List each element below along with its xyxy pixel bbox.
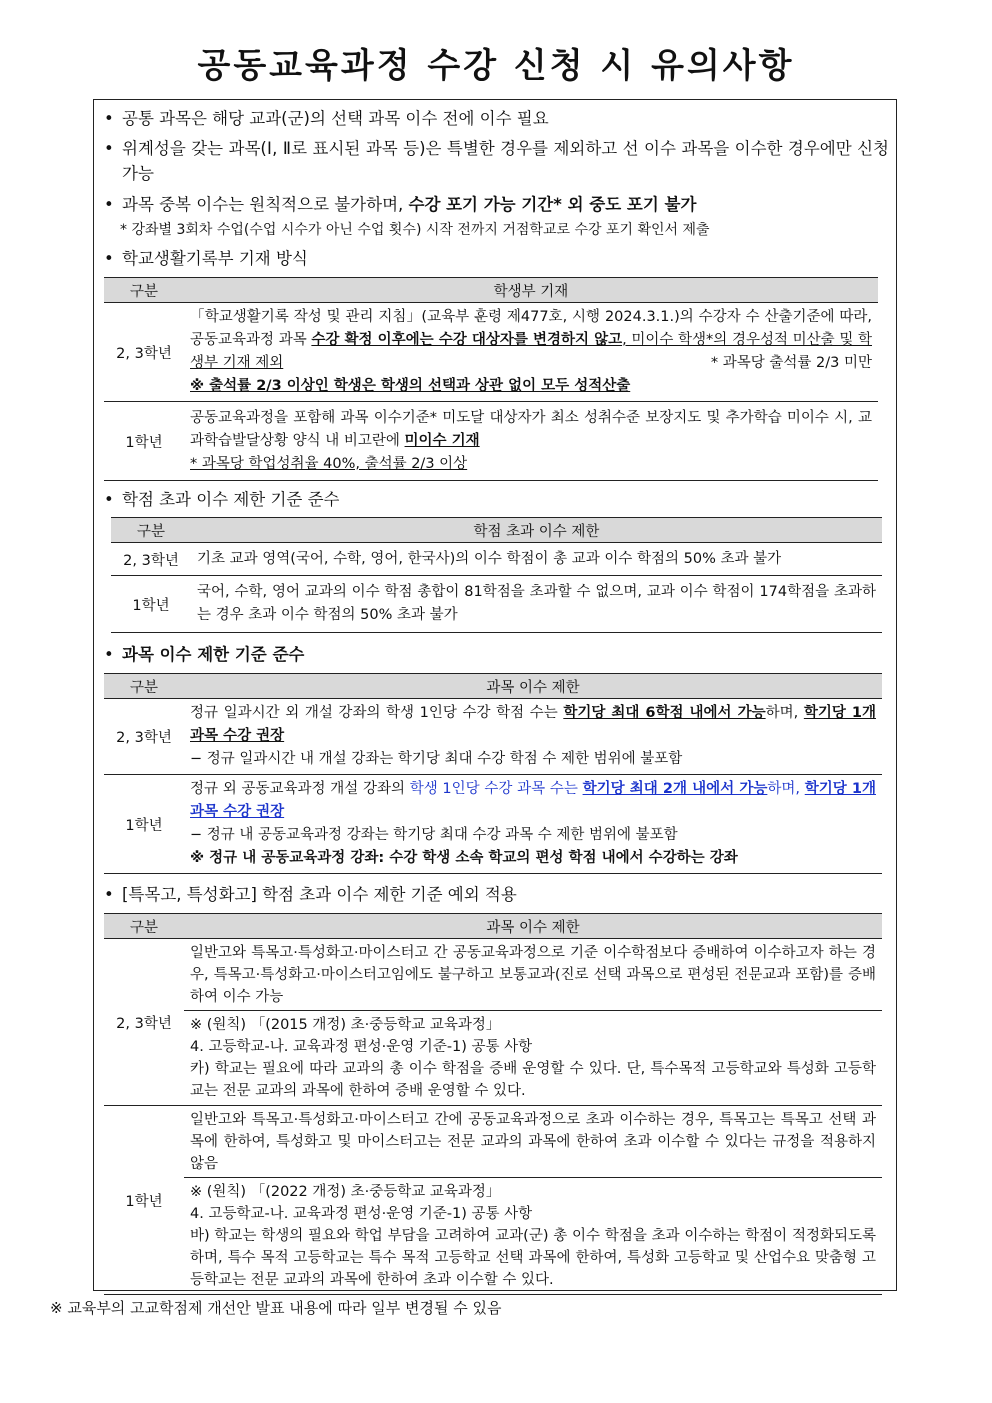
grade-cell: 1학년 xyxy=(104,402,184,481)
cell-note: * 과목당 출석률 2/3 미만 xyxy=(710,355,872,371)
cell-text: 공동교육과정을 포함해 과목 이수기준* 미도달 대상자가 최소 성취수준 보장지도 및 추가학습 미이수 시, 교과학습발달상황 양식 내 비고란에 xyxy=(190,409,872,449)
cell-text-underline: , 미이수 학생*의 경우성적 미산출 및 학생부 기재 제외 xyxy=(190,332,872,371)
table-header-row xyxy=(111,518,882,543)
cell-text: 정규 외 공동교육과정 개설 강좌의 xyxy=(190,781,410,797)
bullet-text: 학점 초과 이수 제한 기준 준수 xyxy=(122,490,340,509)
table-header-row xyxy=(104,914,882,939)
cell-text-blue: 하며, xyxy=(767,781,805,797)
table-row xyxy=(104,939,882,1106)
cell-text-emphasis: 학기당 1개 과목 수강 권장 xyxy=(190,781,876,820)
cell-note: − 정규 일과시간 내 개설 강좌는 학기당 최대 수강 학점 수 제한 범위에 불포함 xyxy=(190,751,683,767)
grade-cell: 2, 3학년 xyxy=(104,939,184,1106)
cell-text-blue: 학생 1인당 수강 과목 수는 xyxy=(409,781,583,797)
bullet-text: [특목고, 특성화고] 학점 초과 이수 제한 기준 예외 적용 xyxy=(122,885,517,904)
bullet-common-subjects xyxy=(104,106,889,131)
content-cell xyxy=(184,402,878,481)
cell-text-emphasis: 학기당 1개 과목 수강 권장 xyxy=(190,705,876,744)
grade-cell: 2, 3학년 xyxy=(104,303,184,402)
bullet-text: 공통 과목은 해당 교과(군)의 선택 과목 이수 전에 이수 필요 xyxy=(122,109,549,128)
grade-cell: 1학년 xyxy=(104,1106,184,1295)
cell-text-emphasis: ※ 출석률 2/3 이상인 학생은 학생의 선택과 상관 없이 모두 성적산출 xyxy=(190,378,631,394)
bullet-icon: • xyxy=(104,249,114,268)
cell-text-emphasis: 수강 확정 이후에는 수강 대상자를 변경하지 않고 xyxy=(311,332,623,348)
bullet-credit-limit xyxy=(104,487,889,512)
table-row xyxy=(111,543,882,576)
bullet-duplicate xyxy=(104,192,889,217)
bullet-text-bold: 수강 포기 가능 기간* 외 중도 포기 불가 xyxy=(408,195,697,214)
content-cell xyxy=(184,939,882,1106)
table-header: 학생부 기재 xyxy=(184,278,878,303)
table-header: 구분 xyxy=(111,518,191,543)
table-header: 과목 이수 제한 xyxy=(184,914,882,939)
table-row xyxy=(104,1106,882,1295)
reference-title: ※ (원칙) 「(2022 개정) 초·중등학교 교육과정」 xyxy=(190,1184,501,1200)
table-header: 과목 이수 제한 xyxy=(184,674,882,699)
bullet-icon: • xyxy=(104,885,114,904)
grade-cell: 1학년 xyxy=(111,576,191,633)
table-header: 구분 xyxy=(104,278,184,303)
bullet-hierarchy xyxy=(104,136,889,186)
bullet-icon: • xyxy=(104,195,114,214)
bullet-text xyxy=(104,192,889,217)
cell-text-emphasis: 미이수 기재 xyxy=(404,432,480,449)
cell-note: − 정규 내 공동교육과정 강좌는 학기당 최대 수강 과목 수 제한 범위에 불포함 xyxy=(190,827,678,843)
curriculum-reference xyxy=(184,1177,882,1291)
reference-text: 바) 학교는 학생의 필요와 학업 부담을 고려하여 교과(군) 총 이수 학점을 초과 이수하는 학점이 적정화되도록 하며, 특수 목적 고등학교는 특수 목적 고등학교 선택 과목에 한하여, 특성화 고등학교 및 산업수요 맞춤형 고등학교는 전문 교과의 과목에 한하여 초과 이수할 수 있다. xyxy=(190,1228,876,1288)
bullet-icon: • xyxy=(104,490,114,509)
table-row xyxy=(111,576,882,633)
table-header-row xyxy=(104,278,878,303)
table-header: 구분 xyxy=(104,914,184,939)
bullet-icon: • xyxy=(104,139,114,158)
cell-note: * 과목당 학업성취율 40%, 출석률 2/3 이상 xyxy=(190,455,468,472)
reference-text: 카) 학교는 필요에 따라 교과의 총 이수 학점을 증배 운영할 수 있다. 단, 특수목적 고등학교와 특성화 고등학교는 전문 교과의 과목에 한하여 증배 운영할 수 있다. xyxy=(190,1061,876,1099)
exception-table xyxy=(104,913,882,1295)
subject-limit-table xyxy=(104,673,882,874)
cell-text: 하며, xyxy=(765,705,804,721)
withdrawal-note: * 강좌별 3회차 수업(수업 시수가 아닌 수업 횟수) 시작 전까지 거점학교로 수강 포기 확인서 제출 xyxy=(120,222,710,238)
grade-cell: 2, 3학년 xyxy=(111,543,191,576)
content-cell xyxy=(184,1106,882,1295)
bullet-text: 위계성을 갖는 과목(Ⅰ, Ⅱ로 표시된 과목 등)은 특별한 경우를 제외하고 선 이수 과목을 이수한 경우에만 신청 가능 xyxy=(122,139,889,183)
table-row xyxy=(104,303,878,402)
credit-limit-table xyxy=(111,517,882,633)
content-cell: 국어, 수학, 영어 교과의 이수 학점 총합이 81학점을 초과할 수 없으며, 교과 이수 학점이 174학점을 초과하는 경우 초과 이수 학점의 50% 초과 불가 xyxy=(191,576,882,633)
reference-section: 4. 고등학교-나. 교육과정 편성·운영 기준-1) 공통 사항 xyxy=(190,1206,533,1222)
content-cell xyxy=(184,303,878,402)
cell-text: 정규 일과시간 외 개설 강좌의 학생 1인당 수강 학점 수는 xyxy=(190,705,564,721)
bullet-icon: • xyxy=(104,645,114,664)
bullet-icon: • xyxy=(104,109,114,128)
table-header-row xyxy=(104,674,882,699)
bullet-subject-limit xyxy=(104,642,889,667)
footnote: ※ 교육부의 고교학점제 개선안 발표 내용에 따라 일부 변경될 수 있음 xyxy=(50,1299,502,1317)
curriculum-reference xyxy=(184,1010,882,1102)
bullet-text: 과목 이수 제한 기준 준수 xyxy=(122,645,305,664)
bullet-exception xyxy=(104,882,889,907)
cell-text-emphasis: 학기당 최대 2개 내에서 가능 xyxy=(582,781,768,797)
table-row xyxy=(104,699,882,775)
content-cell: 기초 교과 영역(국어, 수학, 영어, 한국사)의 이수 학점이 총 교과 이수 학점의 50% 초과 불가 xyxy=(191,543,882,576)
bullet-text-plain: 과목 중복 이수는 원칙적으로 불가하며, xyxy=(122,195,409,214)
cell-text: 일반고와 특목고·특성화고·마이스터고 간에 공동교육과정으로 초과 이수하는 경우, 특목고는 특목고 선택 과목에 한하여, 특성화고 및 마이스터고는 전문 교과의 과목에 한하여 초과 이수할 수 있다는 규정을 적용하지 않음 xyxy=(190,1112,876,1172)
reference-section: 4. 고등학교-나. 교육과정 편성·운영 기준-1) 공통 사항 xyxy=(190,1039,533,1055)
reference-title: ※ (원칙) 「(2015 개정) 초·중등학교 교육과정」 xyxy=(190,1017,501,1033)
record-method-table xyxy=(104,277,878,481)
cell-note-bold: ※ 정규 내 공동교육과정 강좌: 수강 학생 소속 학교의 편성 학점 내에서 수강하는 강좌 xyxy=(190,850,738,866)
cell-text-emphasis: 학기당 최대 6학점 내에서 가능 xyxy=(563,705,766,721)
content-cell xyxy=(184,699,882,775)
bullet-record-method xyxy=(104,246,889,271)
cell-text: 「학교생활기록 작성 및 관리 지침」(교육부 훈령 제477호, 시행 2024.3.1.)의 수강자 수 산출기준에 따라, 공동교육과정 과목 xyxy=(190,309,872,348)
content-cell xyxy=(184,775,882,874)
grade-cell: 2, 3학년 xyxy=(104,699,184,775)
bullet-text: 학교생활기록부 기재 방식 xyxy=(122,249,308,268)
table-header: 구분 xyxy=(104,674,184,699)
table-header: 학점 초과 이수 제한 xyxy=(191,518,882,543)
table-row xyxy=(104,775,882,874)
page-title: 공동교육과정 수강 신청 시 유의사항 xyxy=(197,46,795,86)
cell-text: 일반고와 특목고·특성화고·마이스터고 간 공동교육과정으로 기준 이수학점보다 증배하여 이수하고자 하는 경우, 특목고·특성화고·마이스터고임에도 불구하고 보통교과(진로 선택 과목으로 편성된 전문교과 포함)를 증배하여 이수 가능 xyxy=(190,945,876,1005)
table-row xyxy=(104,402,878,481)
grade-cell: 1학년 xyxy=(104,775,184,874)
